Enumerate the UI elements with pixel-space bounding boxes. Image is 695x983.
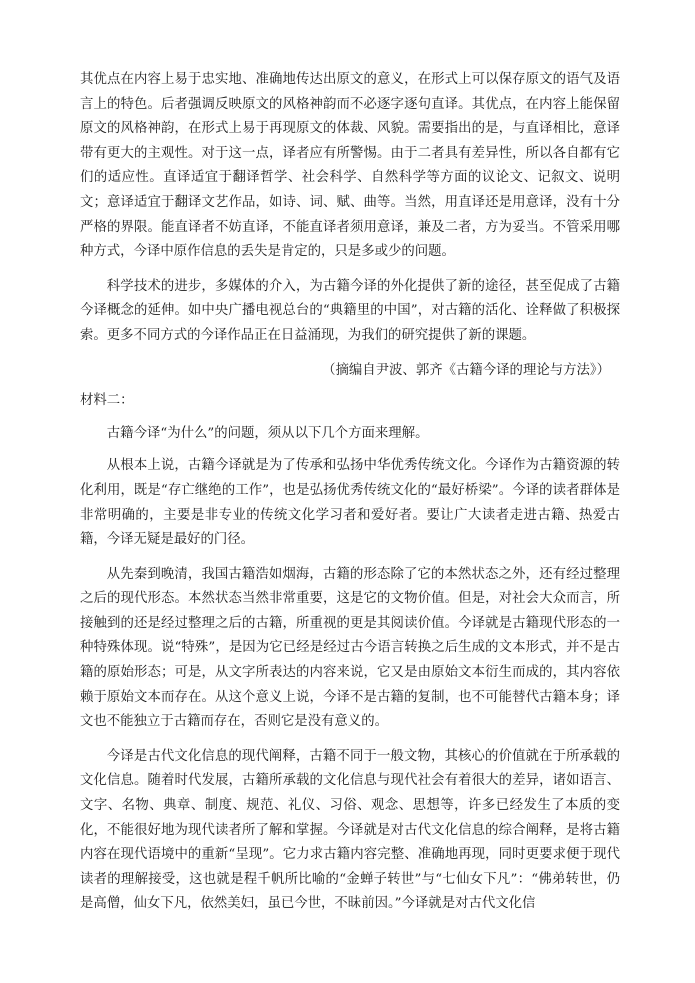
paragraph-modern-form: 从先秦到晚清，我国古籍浩如烟海，古籍的形态除了它的本然状态之外，还有经过整理之后的现代形态。本然状态当然非常重要，这是它的文物价值。但是，对社会大众而言，所接触到的还是经过整理之后的古籍，所重视的更是其阅读价值。今译就是古籍现代形态的一种特殊体现。说“特殊”，是因为它已经是经过古今语言转换之后生成的文本形式，并不是古籍的原始形态；可是，从文字所表达的内容来说，它又是由原始文本衍生而成的，其内容依赖于原始文本而存在。从这个意义上说，今译不是古籍的复制，也不可能替代古籍本身；译文也不能独立于古籍而存在，否则它是没有意义的。	[80, 566, 620, 730]
paragraph-technology-progress: 科学技术的进步，多媒体的介入，为古籍今译的外化提供了新的途径，甚至促成了古籍今译概念的延伸。如中央广播电视总台的“典籍里的中国”，对古籍的活化、诠释做了积极探索。更多不同方式的今译作品正在日益涌现，为我们的研究提供了新的课题。	[80, 278, 620, 343]
source-citation: （摘编自尹波、郭齐《古籍今译的理论与方法》）	[322, 362, 610, 378]
material-2-heading: 材料二：	[80, 393, 134, 409]
paragraph-cultural-inheritance: 从根本上说，古籍今译就是为了传承和弘扬中华优秀传统文化。今译作为古籍资源的转化利用，既是“存亡继绝的工作”，也是弘扬优秀传统文化的“最好桥梁”。今译的读者群体是非常明确的，主要是非专业的传统文化学习者和爱好者。要让广大读者走进古籍、热爱古籍，今译无疑是最好的门径。	[80, 458, 620, 548]
document-body	[80, 68, 620, 917]
paragraph-modern-interpretation: 今译是古代文化信息的现代阐释，古籍不同于一般文物，其核心的价值就在于所承载的文化信息。随着时代发展，古籍所承载的文化信息与现代社会有着很大的差异，诸如语言、文字、名物、典章、制度、规范、礼仪、习俗、观念、思想等，许多已经发生了本质的变化，不能很好地为现代读者所了解和掌握。今译就是对古代文化信息的综合阐释，是将古籍内容在现代语境中的重新“呈现”。它力求古籍内容完整、准确地再现，同时更要求便于现代读者的理解接受，这也就是程千帆所比喻的“金蝉子转世”与“七仙女下凡”：“佛弟转世，仍是高僧，仙女下凡，依然美妇，虽已今世，不昧前因。”今译就是对古代文化信	[80, 748, 620, 912]
paragraph-translation-methods: 其优点在内容上易于忠实地、准确地传达出原文的意义，在形式上可以保存原文的语气及语言上的特色。后者强调反映原文的风格神韵而不必逐字逐句直译。其优点，在内容上能保留原文的风格神韵，在形式上易于再现原文的体裁、风貌。需要指出的是，与直译相比，意译带有更大的主观性。对于这一点，译者应有所警惕。由于二者具有差异性，所以各自都有它们的适应性。直译适宜于翻译哲学、社会科学、自然科学等方面的议论文、记叙文、说明文；意译适宜于翻译文艺作品，如诗、词、赋、曲等。当然，用直译还是用意译，没有十分严格的界限。能直译者不妨直译，不能直译者须用意译，兼及二者，方为妥当。不管采用哪种方式，今译中原作信息的丢失是肯定的，只是多或少的问题。	[80, 72, 620, 260]
paragraph-why-question: 古籍今译“为什么”的问题，须从以下几个方面来理解。	[106, 425, 429, 441]
